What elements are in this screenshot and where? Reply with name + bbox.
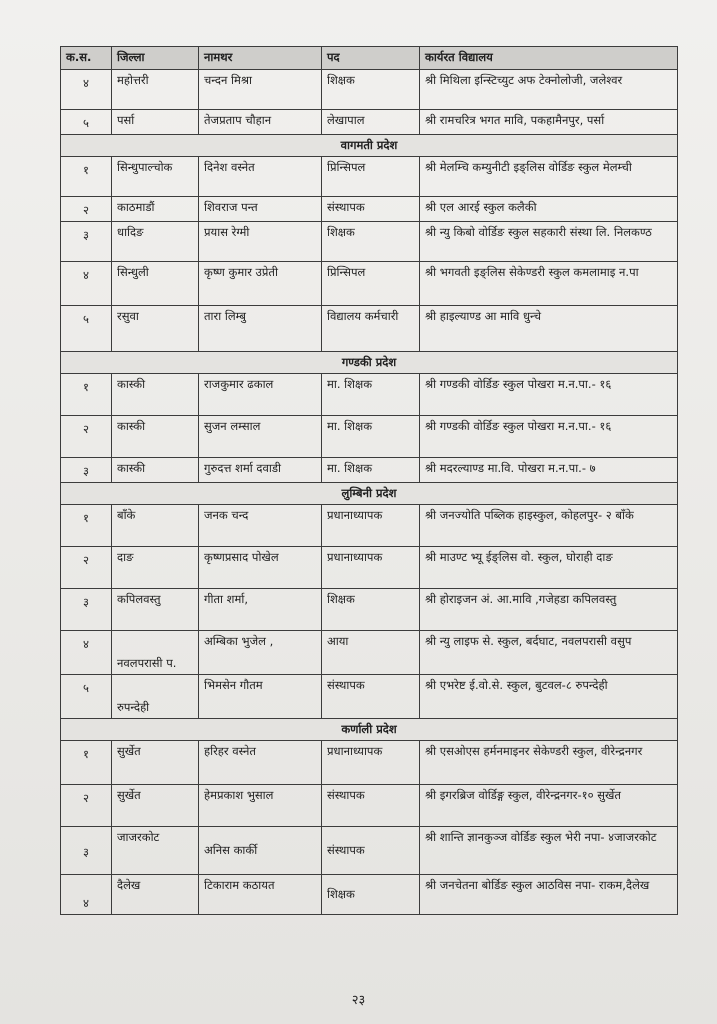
district-cell: कास्की <box>112 458 199 483</box>
school-cell: श्री माउण्ट भ्यू ईङ्लिस वो. स्कुल, घोराही दाङ <box>420 547 678 589</box>
district-cell: कपिलवस्तु <box>112 589 199 631</box>
district-cell: बाँके <box>112 505 199 547</box>
section-row-bagmati <box>61 135 678 157</box>
serial-cell: ४ <box>61 262 112 306</box>
post-cell: संस्थापक <box>322 197 420 222</box>
section-row-lumbini <box>61 483 678 505</box>
post-cell: मा. शिक्षक <box>322 374 420 416</box>
post-cell: मा. शिक्षक <box>322 458 420 483</box>
district-cell: काठमाडौं <box>112 197 199 222</box>
serial-cell: २ <box>61 197 112 222</box>
col-header-serial: क.स. <box>61 47 112 70</box>
name-cell: सुजन लम्साल <box>199 416 322 458</box>
section-heading: वागमती प्रदेश <box>61 135 678 157</box>
serial-cell: ४ <box>61 631 112 675</box>
table-row <box>61 589 678 631</box>
name-cell: गीता शर्मा, <box>199 589 322 631</box>
name-cell: गुरुदत्त शर्मा दवाडी <box>199 458 322 483</box>
post-cell: संस्थापक <box>322 675 420 719</box>
school-cell: श्री शान्ति ज्ञानकुञ्ज वोर्डिङ स्कुल भेरी नपा- ४जाजरकोट <box>420 827 678 875</box>
school-cell: श्री एसओएस हर्मनमाइनर सेकेण्डरी स्कुल, वीरेन्द्रनगर <box>420 741 678 785</box>
school-cell: श्री मेलम्चि कम्युनीटी इङ्लिस वोर्डिङ स्कुल मेलम्ची <box>420 157 678 197</box>
post-cell: प्रधानाध्यापक <box>322 547 420 589</box>
table-row <box>61 631 678 675</box>
section-row-gandaki <box>61 352 678 374</box>
serial-cell: ३ <box>61 222 112 262</box>
table-row <box>61 70 678 110</box>
post-cell: शिक्षक <box>322 70 420 110</box>
district-cell: सुर्खेत <box>112 785 199 827</box>
name-cell: अनिस कार्की <box>199 827 322 875</box>
table-row <box>61 458 678 483</box>
school-cell: श्री गण्डकी वोर्डिङ स्कुल पोखरा म.न.पा.- १६ <box>420 416 678 458</box>
serial-cell: १ <box>61 157 112 197</box>
section-row-karnali <box>61 719 678 741</box>
section-heading: कर्णाली प्रदेश <box>61 719 678 741</box>
post-cell: मा. शिक्षक <box>322 416 420 458</box>
serial-cell: ३ <box>61 827 112 875</box>
school-cell: श्री गण्डकी वोर्डिङ स्कुल पोखरा म.न.पा.- १६ <box>420 374 678 416</box>
district-cell: रसुवा <box>112 306 199 352</box>
serial-cell: ४ <box>61 70 112 110</box>
serial-cell: ५ <box>61 675 112 719</box>
serial-cell: ५ <box>61 110 112 135</box>
district-cell: पर्सा <box>112 110 199 135</box>
table-row <box>61 827 678 875</box>
name-cell: राजकुमार ढकाल <box>199 374 322 416</box>
name-cell: जनक चन्द <box>199 505 322 547</box>
table-row <box>61 157 678 197</box>
school-cell: श्री न्यु किबो वोर्डिङ स्कुल सहकारी संस्था लि. निलकण्ठ <box>420 222 678 262</box>
school-cell: श्री न्यु लाइफ से. स्कुल, बर्दघाट, नवलपरासी वसुप <box>420 631 678 675</box>
table-row <box>61 741 678 785</box>
table-row <box>61 374 678 416</box>
name-cell: दिनेश वस्नेत <box>199 157 322 197</box>
school-cell: श्री रामचरित्र भगत मावि, पकहामैनपुर, पर्सा <box>420 110 678 135</box>
post-cell: शिक्षक <box>322 875 420 915</box>
post-cell: शिक्षक <box>322 589 420 631</box>
district-cell: धादिङ <box>112 222 199 262</box>
serial-cell: १ <box>61 741 112 785</box>
name-cell: भिमसेन गौतम <box>199 675 322 719</box>
serial-cell: २ <box>61 416 112 458</box>
table-row <box>61 675 678 719</box>
col-header-name: नामथर <box>199 47 322 70</box>
name-cell: कृष्ण कुमार उप्रेती <box>199 262 322 306</box>
serial-cell: ३ <box>61 458 112 483</box>
name-cell: हरिहर वस्नेत <box>199 741 322 785</box>
name-cell: प्रयास रेग्मी <box>199 222 322 262</box>
name-cell: अम्बिका भुजेल , <box>199 631 322 675</box>
post-cell: आया <box>322 631 420 675</box>
serial-cell: २ <box>61 785 112 827</box>
post-cell: प्रिन्सिपल <box>322 262 420 306</box>
serial-cell: ४ <box>61 875 112 915</box>
table-row <box>61 222 678 262</box>
post-cell: शिक्षक <box>322 222 420 262</box>
table-row <box>61 547 678 589</box>
table-row <box>61 505 678 547</box>
col-header-school: कार्यरत विद्यालय <box>420 47 678 70</box>
district-cell: कास्की <box>112 416 199 458</box>
school-cell: श्री इगरब्रिज वोर्डिङ्ग स्कुल, वीरेन्द्रनगर-१० सुर्खेत <box>420 785 678 827</box>
school-cell: श्री होराइजन अं. आ.मावि ,गजेहडा कपिलवस्तु <box>420 589 678 631</box>
name-cell: कृष्णप्रसाद पोखेल <box>199 547 322 589</box>
post-cell: विद्यालय कर्मचारी <box>322 306 420 352</box>
table-row <box>61 306 678 352</box>
table-row <box>61 197 678 222</box>
school-cell: श्री भगवती इङ्लिस सेकेण्डरी स्कुल कमलामाइ न.पा <box>420 262 678 306</box>
table-row <box>61 416 678 458</box>
district-cell: सिन्धुली <box>112 262 199 306</box>
school-cell: श्री जनचेतना बोर्डिङ स्कुल आठविस नपा- राकम,दैलेख <box>420 875 678 915</box>
district-cell: सिन्धुपाल्चोक <box>112 157 199 197</box>
table-row <box>61 262 678 306</box>
table-row <box>61 875 678 915</box>
school-cell: श्री जनज्योति पब्लिक हाइस्कुल, कोहलपुर- २ बाँके <box>420 505 678 547</box>
serial-cell: १ <box>61 374 112 416</box>
district-cell: नवलपरासी प. <box>112 631 199 675</box>
section-heading: लुम्बिनी प्रदेश <box>61 483 678 505</box>
name-cell: तेजप्रताप चौहान <box>199 110 322 135</box>
staff-table <box>60 46 678 915</box>
district-cell: महोत्तरी <box>112 70 199 110</box>
serial-cell: १ <box>61 505 112 547</box>
district-cell: दाङ <box>112 547 199 589</box>
post-cell: संस्थापक <box>322 827 420 875</box>
table-row <box>61 785 678 827</box>
name-cell: चन्दन मिश्रा <box>199 70 322 110</box>
post-cell: प्रधानाध्यापक <box>322 741 420 785</box>
page-number: २३ <box>351 993 366 1008</box>
table-header-row <box>61 47 678 70</box>
school-cell: श्री एभरेष्ट ई.वो.से. स्कुल, बुटवल-८ रुपन्देही <box>420 675 678 719</box>
col-header-district: जिल्ला <box>112 47 199 70</box>
post-cell: प्रधानाध्यापक <box>322 505 420 547</box>
name-cell: शिवराज पन्त <box>199 197 322 222</box>
section-heading: गण्डकी प्रदेश <box>61 352 678 374</box>
district-cell: रुपन्देही <box>112 675 199 719</box>
serial-cell: ५ <box>61 306 112 352</box>
serial-cell: २ <box>61 547 112 589</box>
serial-cell: ३ <box>61 589 112 631</box>
col-header-post: पद <box>322 47 420 70</box>
post-cell: संस्थापक <box>322 785 420 827</box>
district-cell: कास्की <box>112 374 199 416</box>
post-cell: प्रिन्सिपल <box>322 157 420 197</box>
district-cell: जाजरकोट <box>112 827 199 875</box>
school-cell: श्री मदरल्याण्ड मा.वि. पोखरा म.न.पा.- ७ <box>420 458 678 483</box>
table-row <box>61 110 678 135</box>
school-cell: श्री हाइल्याण्ड आ मावि धुन्चे <box>420 306 678 352</box>
name-cell: टिकाराम कठायत <box>199 875 322 915</box>
name-cell: हेमप्रकाश भुसाल <box>199 785 322 827</box>
school-cell: श्री मिथिला इन्स्टिच्युट अफ टेक्नोलोजी, जलेश्वर <box>420 70 678 110</box>
district-cell: सुर्खेत <box>112 741 199 785</box>
name-cell: तारा लिम्बु <box>199 306 322 352</box>
district-cell: दैलेख <box>112 875 199 915</box>
post-cell: लेखापाल <box>322 110 420 135</box>
school-cell: श्री एल आरई स्कुल कलैकी <box>420 197 678 222</box>
